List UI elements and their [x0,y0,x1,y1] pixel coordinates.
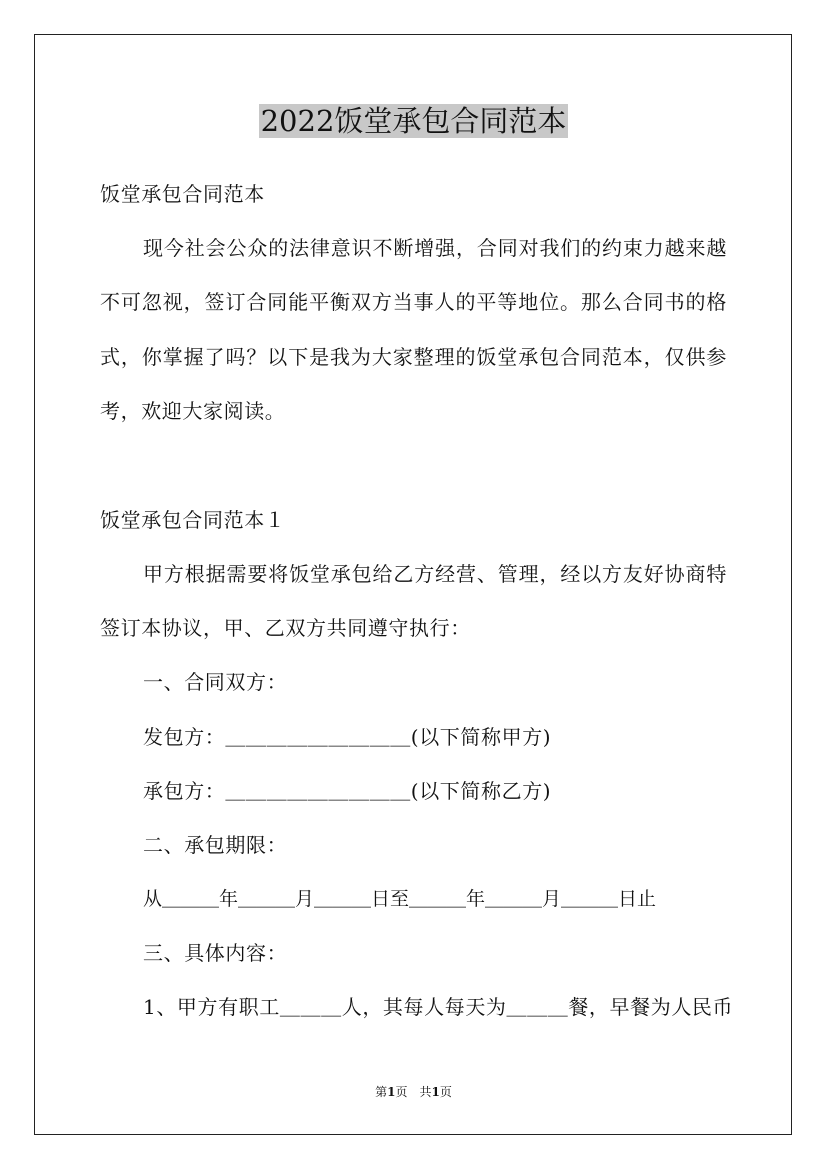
footer-suffix: 页 [439,1085,452,1099]
term-line: 从＿＿＿年＿＿＿月＿＿＿日至＿＿＿年＿＿＿月＿＿＿日止 [143,888,657,910]
page-footer [0,1083,827,1101]
intro-line-1: 现今社会公众的法律意识不断增强，合同对我们的约束力越来越 [143,236,727,260]
section-intro-line-2: 签订本协议，甲、乙双方共同遵守执行： [100,616,471,640]
document-title-text: 2022饭堂承包合同范本 [260,104,567,138]
footer-prefix: 第 [375,1085,388,1099]
intro-line-3: 式，你掌握了吗？以下是我为大家整理的饭堂承包合同范本，仅供参 [100,345,727,369]
footer-page-current: 1 [387,1085,396,1099]
section-heading: 饭堂承包合同范本１ [100,508,286,532]
clause3-heading: 三、具体内容： [143,941,288,965]
party-a-line: 发包方：＿＿＿＿＿＿＿＿＿(以下简称甲方) [143,725,552,749]
intro-line-4: 考，欢迎大家阅读。 [100,399,286,423]
party-b-line: 承包方：＿＿＿＿＿＿＿＿＿(以下简称乙方) [143,779,552,803]
clause2-heading: 二、承包期限： [143,833,288,857]
document-subtitle: 饭堂承包合同范本 [100,182,265,206]
footer-mid: 页 共 [395,1085,432,1099]
section-intro-line-1: 甲方根据需要将饭堂承包给乙方经营、管理，经以方友好协商特 [143,562,727,586]
document-title [0,100,827,142]
clause1-heading: 一、合同双方： [143,670,288,694]
item1-line: 1、甲方有职工＿＿＿人，其每人每天为＿＿＿餐，早餐为人民币 [143,995,734,1019]
footer-page-total: 1 [431,1085,440,1099]
intro-line-2: 不可忽视，签订合同能平衡双方当事人的平等地位。那么合同书的格 [100,290,727,314]
